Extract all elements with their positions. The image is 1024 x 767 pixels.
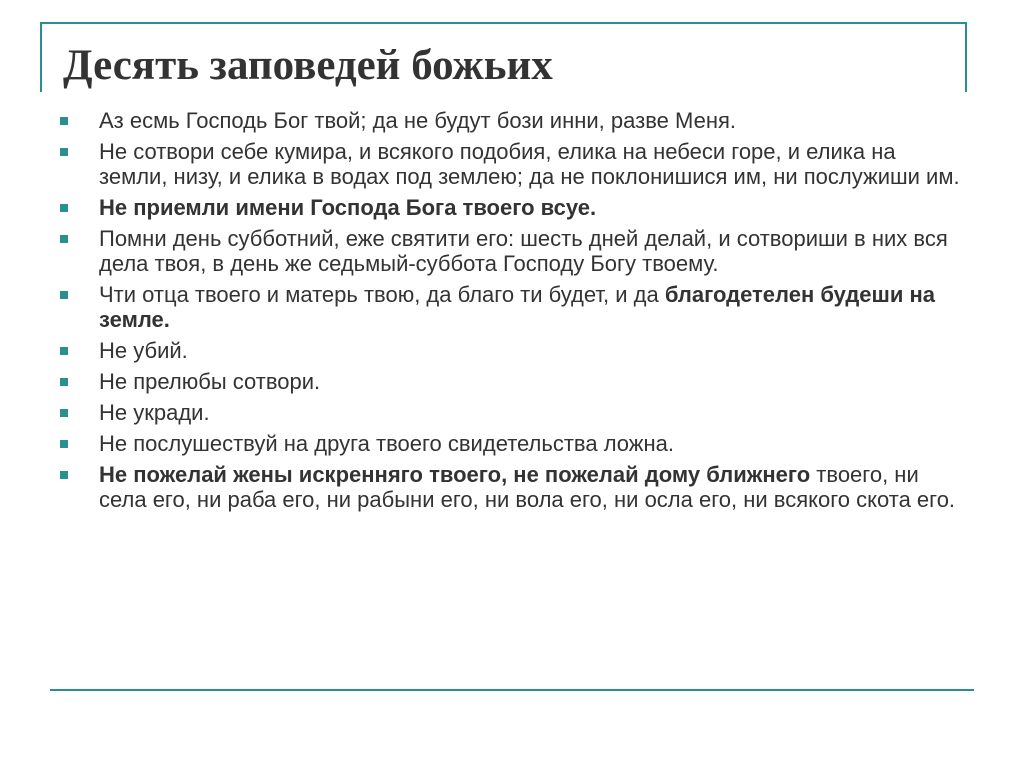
- square-bullet-icon: [60, 471, 68, 479]
- item-text: Не прелюбы сотвори.: [99, 369, 321, 394]
- item-text: Чти отца твоего и матерь твою, да благо ти будет, и да: [99, 282, 665, 307]
- item-text: Не убий.: [99, 338, 188, 363]
- list-item: [60, 431, 960, 456]
- commandments-list: [60, 108, 960, 518]
- list-item: [60, 282, 960, 332]
- item-text: Не сотвори себе кумира, и всякого подобия, елика на небеси горе, и елика на земли, низу, и елика в водах под землею; да не поклонишися им, ни послужиши им.: [99, 139, 960, 189]
- list-item: [60, 195, 960, 220]
- list-item: [60, 108, 960, 133]
- square-bullet-icon: [60, 235, 68, 243]
- square-bullet-icon: [60, 409, 68, 417]
- footer-divider-line: [50, 689, 974, 691]
- square-bullet-icon: [60, 117, 68, 125]
- square-bullet-icon: [60, 291, 68, 299]
- list-item: [60, 226, 960, 276]
- list-item: [60, 139, 960, 189]
- list-item: [60, 400, 960, 425]
- square-bullet-icon: [60, 347, 68, 355]
- frame-right-line: [965, 22, 967, 92]
- item-text: Помни день субботний, еже святити его: шесть дней делай, и сотвориши в них вся дела твоя, в день же седьмый-суббота Господу Богу твоему.: [99, 226, 948, 276]
- list-item: [60, 462, 960, 512]
- slide-title: Десять заповедей божьих: [63, 42, 553, 89]
- square-bullet-icon: [60, 440, 68, 448]
- item-text: Не укради.: [99, 400, 210, 425]
- list-item: [60, 338, 960, 363]
- square-bullet-icon: [60, 378, 68, 386]
- item-text: Не приемли имени Господа Бога твоего всуе.: [99, 195, 597, 220]
- square-bullet-icon: [60, 204, 68, 212]
- item-text-emphasis: благодетелен будеши на земле.: [99, 282, 936, 332]
- item-text-emphasis: Не пожелай жены искренняго твоего, не пожелай дому ближнего: [99, 462, 811, 487]
- item-text: Не послушествуй на друга твоего свидетельства ложна.: [99, 431, 674, 456]
- frame-top-line: [40, 22, 966, 24]
- item-text: твоего, ни села его, ни раба его, ни рабыни его, ни вола его, ни осла его, ни всякого скота его.: [99, 462, 956, 512]
- list-item: [60, 369, 960, 394]
- item-text: Аз есмь Господь Бог твой; да не будут бози инни, разве Меня.: [99, 108, 736, 133]
- square-bullet-icon: [60, 148, 68, 156]
- frame-left-line: [40, 22, 42, 92]
